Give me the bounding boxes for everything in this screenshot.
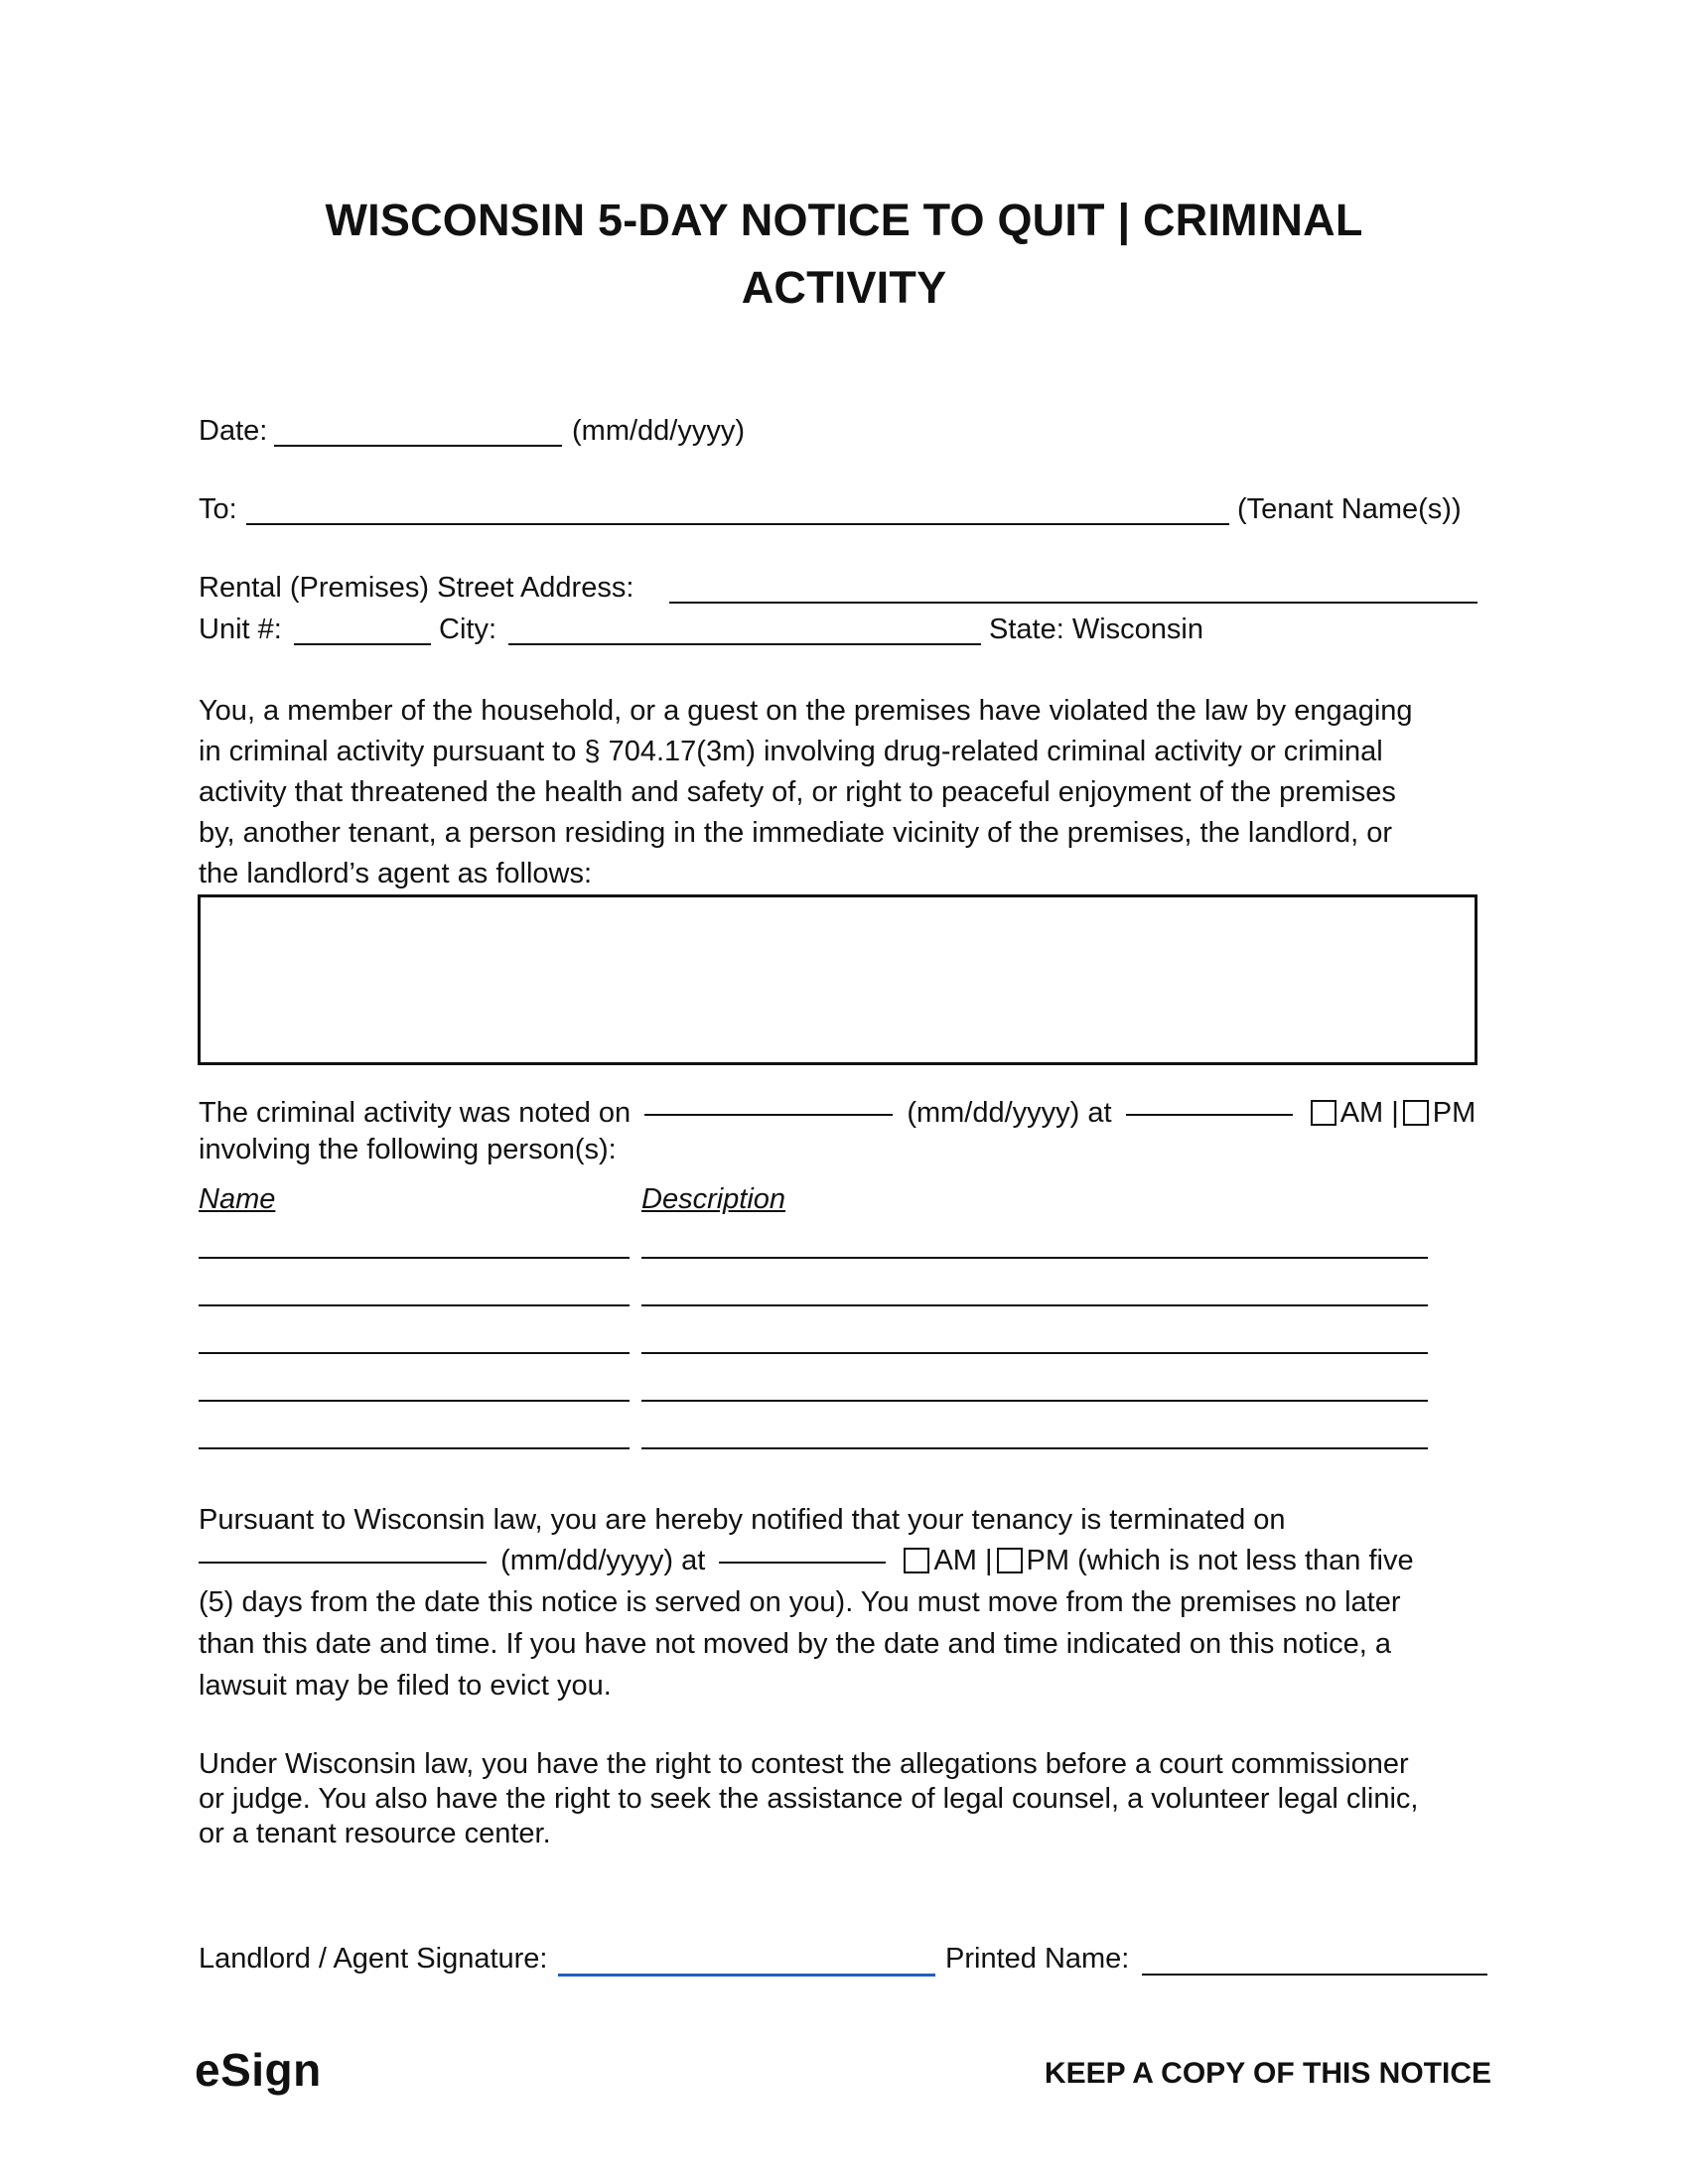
noted-pm-label: PM: [1432, 1097, 1477, 1129]
person-description-input[interactable]: [641, 1257, 1428, 1259]
person-description-input[interactable]: [641, 1400, 1428, 1402]
signature-label: Landlord / Agent Signature:: [199, 1943, 548, 1975]
state-text: State: Wisconsin: [989, 614, 1203, 645]
printed-name-input[interactable]: [1142, 1974, 1487, 1976]
city-label: City:: [439, 614, 496, 645]
noted-line: [199, 1097, 1476, 1130]
to-label: To:: [199, 493, 237, 525]
street-address-label: Rental (Premises) Street Address:: [199, 572, 634, 604]
termination-pm-label: PM (which is not less than five: [1026, 1545, 1414, 1576]
noted-date-input[interactable]: [644, 1114, 893, 1116]
termination-am-label: AM: [933, 1545, 977, 1576]
description-column-header: Description: [641, 1183, 786, 1215]
violation-line: by, another tenant, a person residing in the immediate vicinity of the premises, the landlord, or: [199, 817, 1392, 849]
violation-line: activity that threatened the health and safety of, or right to peaceful enjoyment of the premises: [199, 776, 1396, 808]
termination-date-hint: (mm/dd/yyyy) at: [500, 1545, 706, 1576]
noted-prefix: The criminal activity was noted on: [199, 1097, 632, 1129]
person-name-input[interactable]: [199, 1257, 630, 1259]
violation-line: in criminal activity pursuant to § 704.17(3m) involving drug-related criminal activity or criminal: [199, 736, 1383, 767]
rights-line: or judge. You also have the right to seek the assistance of legal counsel, a volunteer legal clinic,: [199, 1783, 1419, 1815]
keep-copy-notice: KEEP A COPY OF THIS NOTICE: [1044, 2057, 1491, 2090]
rights-line: Under Wisconsin law, you have the right to contest the allegations before a court commissioner: [199, 1748, 1409, 1780]
termination-line3: (5) days from the date this notice is served on you). You must move from the premises no later: [199, 1586, 1401, 1618]
termination-time-input[interactable]: [719, 1562, 886, 1564]
document-title-line2: ACTIVITY: [741, 262, 947, 313]
unit-input[interactable]: [294, 643, 431, 645]
termination-line5: lawsuit may be filed to evict you.: [199, 1670, 612, 1702]
signature-input[interactable]: [558, 1974, 935, 1977]
city-input[interactable]: [508, 643, 981, 645]
printed-name-label: Printed Name:: [945, 1943, 1130, 1975]
violation-paragraph: [199, 691, 1489, 894]
noted-date-hint: (mm/dd/yyyy) at: [907, 1097, 1112, 1129]
person-description-input[interactable]: [641, 1352, 1428, 1354]
violation-line: You, a member of the household, or a guest on the premises have violated the law by engaging: [199, 695, 1413, 727]
name-column-header: Name: [199, 1183, 276, 1215]
termination-line1: Pursuant to Wisconsin law, you are hereby notified that your tenancy is terminated on: [199, 1504, 1286, 1536]
termination-line2: [199, 1545, 1414, 1577]
tenant-name-input[interactable]: [246, 523, 1229, 525]
noted-am-label: AM: [1339, 1097, 1384, 1129]
termination-separator: |: [985, 1545, 993, 1576]
person-name-input[interactable]: [199, 1304, 630, 1306]
rights-paragraph: [199, 1747, 1509, 1851]
rights-line: or a tenant resource center.: [199, 1818, 551, 1849]
date-label: Date:: [199, 415, 268, 447]
person-name-input[interactable]: [199, 1400, 630, 1402]
termination-pm-checkbox[interactable]: [997, 1548, 1023, 1573]
termination-am-checkbox[interactable]: [904, 1548, 929, 1573]
person-name-input[interactable]: [199, 1352, 630, 1354]
person-description-input[interactable]: [641, 1304, 1428, 1306]
noted-time-input[interactable]: [1126, 1114, 1293, 1116]
termination-date-input[interactable]: [199, 1562, 487, 1564]
esign-logo: eSign: [195, 2044, 322, 2096]
violation-line: the landlord’s agent as follows:: [199, 858, 593, 889]
involving-persons-text: involving the following person(s):: [199, 1134, 617, 1165]
date-input[interactable]: [274, 445, 562, 447]
person-description-input[interactable]: [641, 1447, 1428, 1449]
street-address-input[interactable]: [669, 602, 1477, 604]
termination-line4: than this date and time. If you have not moved by the date and time indicated on this notice, a: [199, 1628, 1392, 1660]
noted-pm-checkbox[interactable]: [1403, 1100, 1429, 1126]
tenant-name-hint: (Tenant Name(s)): [1237, 493, 1462, 525]
noted-separator: |: [1391, 1097, 1399, 1129]
date-format-hint: (mm/dd/yyyy): [572, 415, 745, 447]
person-name-input[interactable]: [199, 1447, 630, 1449]
document-title-line1: WISCONSIN 5-DAY NOTICE TO QUIT | CRIMINAL: [325, 195, 1363, 245]
unit-label: Unit #:: [199, 614, 282, 645]
noted-am-checkbox[interactable]: [1311, 1100, 1336, 1126]
activity-description-box[interactable]: [198, 894, 1477, 1065]
